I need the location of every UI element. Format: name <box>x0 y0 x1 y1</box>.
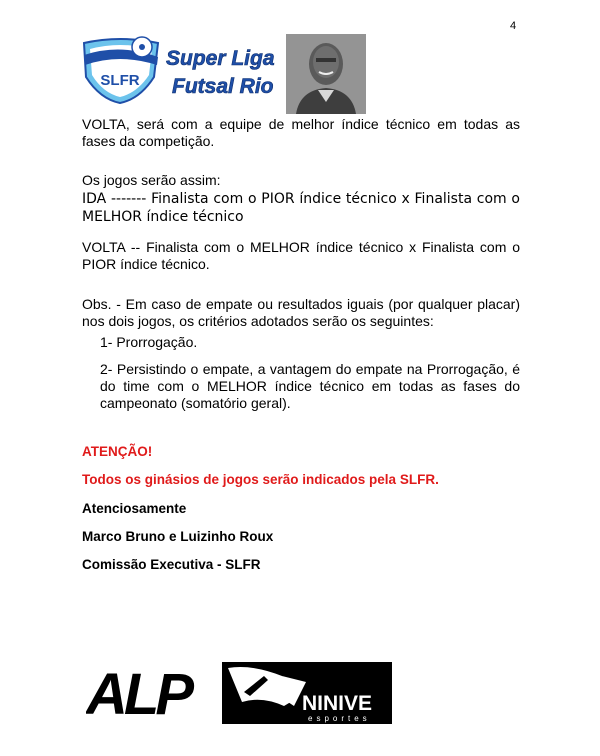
slfr-logo <box>80 35 280 105</box>
closing-text: Atenciosamente <box>82 501 187 516</box>
criteria-item-1: 1- Prorrogação. <box>100 334 198 350</box>
portrait-photo <box>286 34 366 114</box>
ninive-sponsor-logo <box>222 662 392 724</box>
attention-heading: ATENÇÃO! <box>82 444 153 459</box>
committee-text: Comissão Executiva - SLFR <box>82 557 261 572</box>
page-number: 4 <box>510 20 517 32</box>
paragraph-volta: VOLTA -- Finalista com o MELHOR índice técnico x Finalista com o PIOR índice técnico. <box>82 239 520 272</box>
logo-title-line1: Super Liga <box>166 47 275 70</box>
logo-badge-text: SLFR <box>100 72 140 89</box>
alp-logo-text: ALP <box>86 664 190 720</box>
signers-text: Marco Bruno e Luizinho Roux <box>82 529 274 544</box>
gyms-notice: Todos os ginásios de jogos serão indicados pela SLFR. <box>82 472 439 487</box>
paragraph-games-intro: Os jogos serão assim: <box>82 172 221 188</box>
paragraph-obs: Obs. - Em caso de empate ou resultados iguais (por qualquer placar) nos dois jogos, os critérios adotados serão os seguintes: <box>82 296 520 329</box>
criteria-item-2: 2- Persistindo o empate, a vantagem do empate na Prorrogação, é do time com o MELHOR índice técnico em todas as fases do campeonato (somatório geral). <box>100 361 520 411</box>
logo-title-line2: Futsal Rio <box>172 75 274 98</box>
paragraph-ida: IDA ------- Finalista com o PIOR índice técnico x Finalista com o MELHOR índice técnico <box>82 191 520 225</box>
alp-sponsor-logo <box>86 664 212 720</box>
ninive-logo-subtext: esportes <box>308 714 371 723</box>
paragraph-volta-intro: VOLTA, será com a equipe de melhor índice técnico em todas as fases da competição. <box>82 116 520 149</box>
ninive-logo-text: NINIVE <box>302 692 373 715</box>
